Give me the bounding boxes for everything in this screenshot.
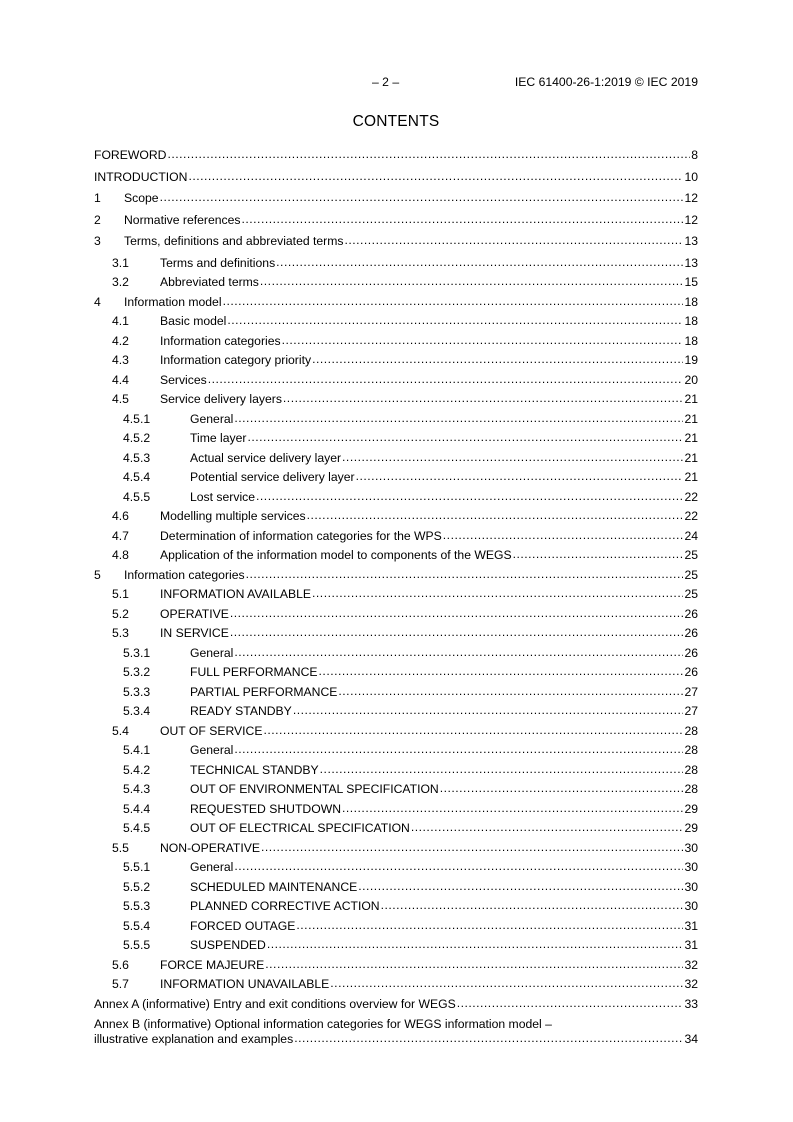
toc-entry-number: 5.3 xyxy=(112,626,129,640)
dot-leader xyxy=(256,487,683,507)
toc-entry-label: Basic model xyxy=(160,314,227,328)
toc-entry-label: Annex A (informative) Entry and exit conditions overview for WEGS xyxy=(94,996,456,1011)
toc-entry[interactable] xyxy=(94,683,698,703)
toc-entry-label: General xyxy=(190,645,234,660)
toc-entry-label: OUT OF ELECTRICAL SPECIFICATION xyxy=(190,821,410,835)
dot-leader xyxy=(294,1031,683,1046)
toc-entry-page: 30 xyxy=(684,879,698,894)
toc-entry-annex-b[interactable] xyxy=(94,1017,698,1047)
toc-entry[interactable] xyxy=(94,546,698,566)
toc-entry-page: 28 xyxy=(684,743,698,757)
toc-entry-number: 4.5 xyxy=(112,392,129,406)
toc-entry-number: 2 xyxy=(94,212,101,227)
toc-entry-page: 26 xyxy=(684,626,698,640)
toc-entry-page: 21 xyxy=(684,450,698,465)
toc-entry[interactable] xyxy=(94,858,698,878)
toc-entry[interactable] xyxy=(94,800,698,820)
toc-entry-label: READY STANDBY xyxy=(190,704,292,718)
toc-entry-number: 3 xyxy=(94,234,101,248)
toc-entry-label: OUT OF SERVICE xyxy=(160,723,263,738)
toc-entry-number: 5.5.1 xyxy=(123,860,151,874)
toc-entry-page: 31 xyxy=(684,938,698,952)
dot-leader xyxy=(283,389,684,409)
toc-entry-label: TECHNICAL STANDBY xyxy=(190,762,319,777)
toc-entry-label: REQUESTED SHUTDOWN xyxy=(190,801,341,816)
toc-entry[interactable] xyxy=(94,254,698,274)
toc-entry[interactable] xyxy=(94,488,698,508)
dot-leader xyxy=(276,253,683,273)
dot-leader xyxy=(188,167,683,187)
dot-leader xyxy=(356,467,684,487)
toc-entry-label: INFORMATION AVAILABLE xyxy=(160,587,312,601)
toc-entry-page: 21 xyxy=(684,411,698,426)
toc-entry-label: IN SERVICE xyxy=(160,626,229,640)
toc-entry-page: 25 xyxy=(684,548,698,562)
toc-entry[interactable] xyxy=(94,507,698,527)
toc-entry-number: 5.4.2 xyxy=(123,762,151,777)
toc-entry-label: Information categories xyxy=(124,567,245,582)
toc-entry-label: Information model xyxy=(124,294,222,309)
toc-entry[interactable] xyxy=(94,722,698,742)
toc-entry-page: 29 xyxy=(684,821,698,835)
toc-entry-page: 22 xyxy=(684,509,698,523)
toc-entry-number: 4.4 xyxy=(112,372,129,387)
toc-entry-page: 30 xyxy=(684,840,698,855)
toc-entry-label: Service delivery layers xyxy=(160,392,282,406)
dot-leader xyxy=(342,799,683,819)
toc-entry[interactable] xyxy=(94,351,698,371)
toc-entry-number: 5.1 xyxy=(112,587,129,601)
toc-entry[interactable] xyxy=(94,878,698,898)
toc-entry-page: 27 xyxy=(684,684,698,699)
toc-entry[interactable] xyxy=(94,146,698,166)
toc-entry-number: 4.6 xyxy=(112,509,129,523)
toc-entry-number: 4.7 xyxy=(112,528,129,543)
toc-entry-page: 18 xyxy=(684,294,698,309)
toc-entry[interactable] xyxy=(94,273,698,293)
toc-entry-page: 24 xyxy=(684,528,698,543)
toc-entry-page: 10 xyxy=(684,169,698,184)
toc-entry-label: Application of the information model to components of the WEGS xyxy=(160,548,512,562)
dot-leader xyxy=(307,506,684,526)
toc-entry[interactable] xyxy=(94,449,698,469)
toc-entry-page: 21 xyxy=(684,392,698,406)
toc-entry-label: General xyxy=(190,860,234,874)
toc-entry-number: 5.5.2 xyxy=(123,879,151,894)
dot-leader xyxy=(160,188,684,208)
toc-entry[interactable] xyxy=(94,741,698,761)
toc-entry-page: 28 xyxy=(684,723,698,738)
toc-entry-label: INFORMATION UNAVAILABLE xyxy=(160,977,330,991)
toc-entry-page: 33 xyxy=(684,996,698,1011)
toc-entry-label: Information category priority xyxy=(160,353,312,367)
toc-entry-number: 5.7 xyxy=(112,977,129,991)
toc-entry-number: 5.3.1 xyxy=(123,645,151,660)
dot-leader xyxy=(264,721,684,741)
toc-entry[interactable] xyxy=(94,819,698,839)
toc-entry-page: 26 xyxy=(684,665,698,679)
dot-leader xyxy=(320,760,684,780)
toc-entry-number: 1 xyxy=(94,191,101,205)
toc-entry-label: Potential service delivery layer xyxy=(190,470,355,484)
toc-entry[interactable] xyxy=(94,429,698,449)
toc-entry[interactable] xyxy=(94,189,698,209)
toc-entry-label: Information categories xyxy=(160,333,281,348)
dot-leader xyxy=(227,311,683,331)
toc-entry-number: 5.4.1 xyxy=(123,743,151,757)
toc-entry[interactable] xyxy=(94,956,698,976)
toc-entry-page: 19 xyxy=(684,353,698,367)
toc-entry[interactable] xyxy=(94,663,698,683)
toc-entry-page: 12 xyxy=(684,212,698,227)
dot-leader xyxy=(312,350,683,370)
toc-entry-number: 4.5.3 xyxy=(123,450,151,465)
toc-entry[interactable] xyxy=(94,468,698,488)
dot-leader xyxy=(230,623,684,643)
toc-entry-page: 32 xyxy=(684,957,698,972)
dot-leader xyxy=(265,955,683,975)
toc-entry-number: 5.4.3 xyxy=(123,782,151,796)
standard-reference: IEC 61400-26-1:2019 © IEC 2019 xyxy=(514,75,698,89)
dot-leader xyxy=(293,701,684,721)
dot-leader xyxy=(234,740,683,760)
toc-entry-label: General xyxy=(190,743,234,757)
dot-leader xyxy=(267,935,684,955)
toc-entry-label: Determination of information categories for the WPS xyxy=(160,528,442,543)
toc-entry-page: 25 xyxy=(684,567,698,582)
toc-entry-label: Abbreviated terms xyxy=(160,275,259,289)
toc-entry-page: 21 xyxy=(684,431,698,445)
toc-entry-label: Terms and definitions xyxy=(160,255,276,270)
toc-entry-page: 27 xyxy=(684,704,698,718)
toc-entry[interactable] xyxy=(94,232,698,252)
toc-entry[interactable] xyxy=(94,293,698,313)
toc-entry-number: 5.5 xyxy=(112,840,129,855)
toc-entry-number: 4 xyxy=(94,294,101,309)
toc-entry-label: General xyxy=(190,411,234,426)
toc-entry[interactable] xyxy=(94,897,698,917)
toc-entry-label: Modelling multiple services xyxy=(160,509,306,523)
dot-leader xyxy=(167,145,690,165)
dot-leader xyxy=(230,604,684,624)
dot-leader xyxy=(358,877,683,897)
toc-entry-page: 30 xyxy=(684,899,698,913)
toc-entry-number: 4.8 xyxy=(112,548,129,562)
toc-entry-label: FORCED OUTAGE xyxy=(190,918,296,933)
table-of-contents xyxy=(94,146,698,1047)
dot-leader xyxy=(319,662,684,682)
toc-entry-label: Actual service delivery layer xyxy=(190,450,342,465)
toc-entry-page: 18 xyxy=(684,333,698,348)
dot-leader xyxy=(411,818,684,838)
toc-entry-page: 32 xyxy=(684,977,698,991)
toc-entry[interactable] xyxy=(94,371,698,391)
toc-entry[interactable] xyxy=(94,168,698,188)
toc-entry-label: FORCE MAJEURE xyxy=(160,957,265,972)
dot-leader xyxy=(234,643,683,663)
dot-leader xyxy=(344,231,683,251)
toc-entry-label: Scope xyxy=(124,191,159,205)
dot-leader xyxy=(440,779,684,799)
toc-entry-label: PLANNED CORRECTIVE ACTION xyxy=(190,899,380,913)
dot-leader xyxy=(234,409,683,429)
toc-entry-page: 26 xyxy=(684,645,698,660)
toc-entry-number: 5.4 xyxy=(112,723,129,738)
dot-leader xyxy=(342,448,683,468)
toc-entry[interactable] xyxy=(94,312,698,332)
dot-leader xyxy=(513,545,684,565)
toc-entry[interactable] xyxy=(94,644,698,664)
page-title: CONTENTS xyxy=(352,113,440,130)
dot-leader xyxy=(330,974,683,994)
toc-entry-label: FOREWORD xyxy=(94,148,167,162)
toc-entry-number: 5.5.3 xyxy=(123,899,151,913)
toc-entry[interactable] xyxy=(94,917,698,937)
page-header xyxy=(94,75,698,93)
toc-entry-number: 5.4.5 xyxy=(123,821,151,835)
toc-entry-page: 25 xyxy=(684,587,698,601)
toc-entry[interactable] xyxy=(94,780,698,800)
dot-leader xyxy=(282,331,684,351)
toc-entry[interactable] xyxy=(94,566,698,586)
toc-entry-number: 5 xyxy=(94,567,101,582)
toc-entry-page: 26 xyxy=(684,606,698,621)
toc-entry[interactable] xyxy=(94,624,698,644)
toc-entry[interactable] xyxy=(94,975,698,995)
toc-entry-number: 4.5.4 xyxy=(123,470,151,484)
toc-entry-page: 18 xyxy=(684,314,698,328)
toc-entry[interactable] xyxy=(94,839,698,859)
toc-entry-page: 21 xyxy=(684,470,698,484)
toc-entry-label: Annex B (informative) Optional information categories for WEGS information model – xyxy=(94,1017,552,1031)
toc-entry-label: NON-OPERATIVE xyxy=(160,840,260,855)
dot-leader xyxy=(457,994,684,1014)
toc-entry-label: Services xyxy=(160,372,207,387)
dot-leader xyxy=(381,896,684,916)
dot-leader xyxy=(296,916,683,936)
toc-entry-label: INTRODUCTION xyxy=(94,169,188,184)
toc-entry[interactable] xyxy=(94,527,698,547)
toc-entry[interactable] xyxy=(94,702,698,722)
toc-entry-label: FULL PERFORMANCE xyxy=(190,665,318,679)
toc-entry-page: 12 xyxy=(684,191,698,205)
toc-entry-number: 4.5.1 xyxy=(123,411,151,426)
dot-leader xyxy=(338,682,683,702)
toc-entry-number: 4.3 xyxy=(112,353,129,367)
dot-leader xyxy=(312,584,683,604)
toc-entry-number: 5.2 xyxy=(112,606,129,621)
dot-leader xyxy=(246,565,684,585)
toc-entry-page: 34 xyxy=(684,1032,698,1046)
dot-leader xyxy=(260,272,684,292)
toc-entry[interactable] xyxy=(94,585,698,605)
toc-entry-label: Lost service xyxy=(190,489,256,504)
toc-entry-label: Terms, definitions and abbreviated terms xyxy=(124,234,344,248)
toc-entry-page: 30 xyxy=(684,860,698,874)
toc-entry-label: SCHEDULED MAINTENANCE xyxy=(190,879,358,894)
toc-entry-number: 5.5.5 xyxy=(123,938,151,952)
toc-entry-label: SUSPENDED xyxy=(190,938,266,952)
toc-entry-page: 28 xyxy=(684,762,698,777)
dot-leader xyxy=(443,526,684,546)
dot-leader xyxy=(247,428,683,448)
toc-entry-number: 5.5.4 xyxy=(123,918,151,933)
toc-entry-page: 8 xyxy=(691,148,698,162)
toc-entry-number: 5.3.4 xyxy=(123,704,151,718)
toc-entry-number: 4.5.2 xyxy=(123,431,151,445)
toc-entry-page: 20 xyxy=(684,372,698,387)
toc-entry-number: 4.2 xyxy=(112,333,129,348)
toc-entry-page: 15 xyxy=(684,275,698,289)
toc-entry[interactable] xyxy=(94,410,698,430)
toc-entry[interactable] xyxy=(94,936,698,956)
dot-leader xyxy=(223,292,684,312)
dot-leader xyxy=(242,210,684,230)
toc-entry-number: 3.2 xyxy=(112,275,129,289)
toc-entry-label-continued: illustrative explanation and examples xyxy=(94,1032,294,1046)
toc-entry[interactable] xyxy=(94,390,698,410)
toc-entry-number: 4.1 xyxy=(112,314,129,328)
toc-entry-label: Normative references xyxy=(124,212,241,227)
toc-entry-number: 5.4.4 xyxy=(123,801,151,816)
toc-entry-number: 5.3.3 xyxy=(123,684,151,699)
toc-entry-label: Time layer xyxy=(190,431,247,445)
dot-leader xyxy=(234,857,683,877)
toc-entry-page: 13 xyxy=(684,234,698,248)
toc-entry-number: 5.3.2 xyxy=(123,665,151,679)
toc-entry[interactable] xyxy=(94,605,698,625)
page-number: – 2 – xyxy=(372,75,400,89)
toc-entry-number: 5.6 xyxy=(112,957,129,972)
toc-entry[interactable] xyxy=(94,761,698,781)
toc-entry-label: OUT OF ENVIRONMENTAL SPECIFICATION xyxy=(190,782,439,796)
toc-entry-page: 13 xyxy=(684,255,698,270)
toc-entry-page: 28 xyxy=(684,782,698,796)
toc-entry-page: 29 xyxy=(684,801,698,816)
dot-leader xyxy=(208,370,684,390)
toc-entry-page: 31 xyxy=(684,918,698,933)
dot-leader xyxy=(261,838,683,858)
toc-entry[interactable] xyxy=(94,995,698,1015)
toc-entry[interactable] xyxy=(94,211,698,231)
toc-entry-number: 4.5.5 xyxy=(123,489,151,504)
toc-entry-label: OPERATIVE xyxy=(160,606,229,621)
toc-entry-label: PARTIAL PERFORMANCE xyxy=(190,684,338,699)
toc-entry-number: 3.1 xyxy=(112,255,129,270)
toc-entry[interactable] xyxy=(94,332,698,352)
toc-entry-page: 22 xyxy=(684,489,698,504)
